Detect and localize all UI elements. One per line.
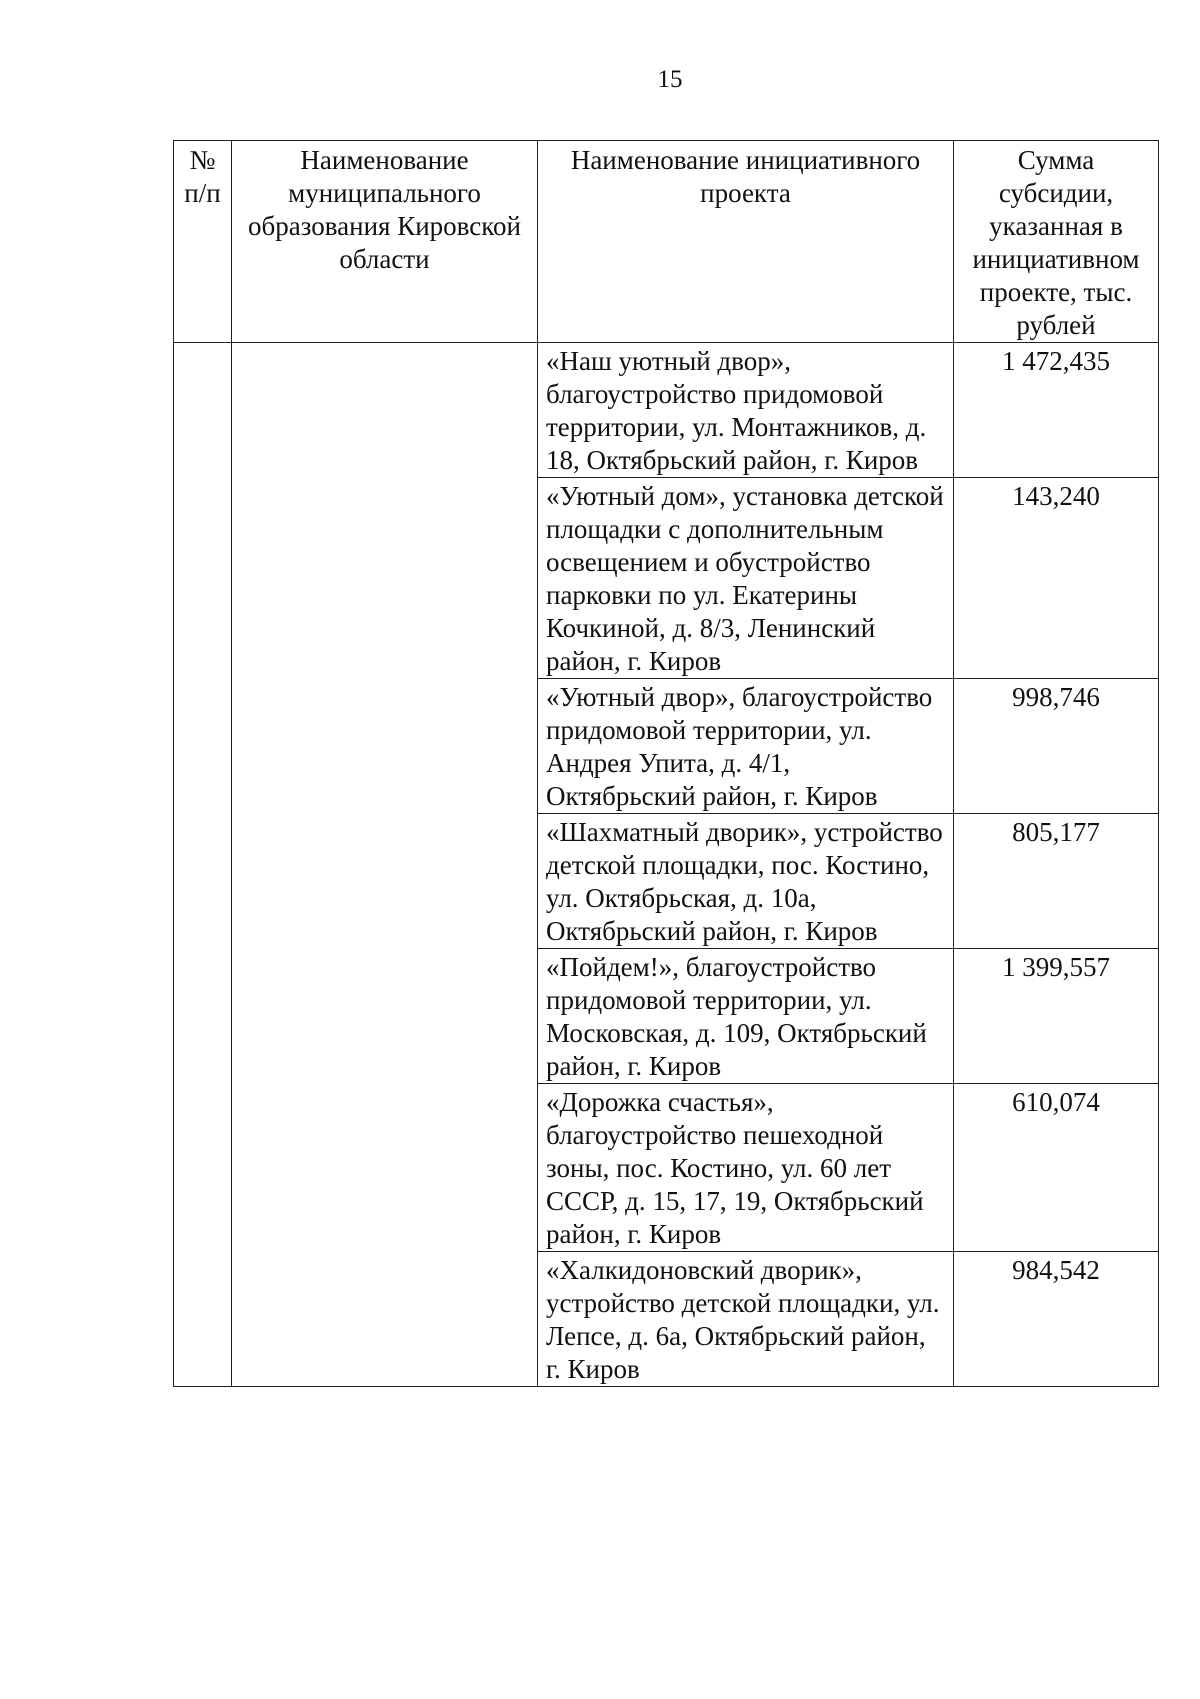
project-cell: «Халкидоновский дворик», устройство детской площадки, ул. Лепсе, д. 6а, Октябрьский район, г. Киров: [538, 1252, 954, 1387]
header-project: Наименование инициативного проекта: [538, 141, 954, 343]
sum-cell: 610,074: [954, 1084, 1159, 1252]
project-cell: «Пойдем!», благоустройство придомовой территории, ул. Московская, д. 109, Октябрьский район, г. Киров: [538, 949, 954, 1084]
project-cell: «Шахматный дворик», устройство детской площадки, пос. Костино, ул. Октябрьская, д. 10а, Октябрьский район, г. Киров: [538, 814, 954, 949]
project-cell: «Наш уютный двор», благоустройство придомовой территории, ул. Монтажников, д. 18, Октябрьский район, г. Киров: [538, 343, 954, 478]
header-number: № п/п: [174, 141, 232, 343]
subsidy-table: [173, 140, 1159, 1387]
municipality-cell: [232, 343, 538, 1387]
sum-cell: 998,746: [954, 679, 1159, 814]
project-cell: «Дорожка счастья», благоустройство пешеходной зоны, пос. Костино, ул. 60 лет СССР, д. 15, 17, 19, Октябрьский район, г. Киров: [538, 1084, 954, 1252]
sum-cell: 984,542: [954, 1252, 1159, 1387]
sum-cell: 1 472,435: [954, 343, 1159, 478]
table-row: [174, 343, 1159, 478]
number-cell: [174, 343, 232, 1387]
header-subsidy-sum: Сумма субсидии, указанная в инициативном проекте, тыс. рублей: [954, 141, 1159, 343]
project-cell: «Уютный дом», установка детской площадки с дополнительным освещением и обустройство парковки по ул. Екатерины Кочкиной, д. 8/3, Ленинский район, г. Киров: [538, 478, 954, 679]
page-number: 15: [657, 66, 683, 93]
table-header-row: [174, 141, 1159, 343]
sum-cell: 1 399,557: [954, 949, 1159, 1084]
header-municipality: Наименование муниципального образования Кировской области: [232, 141, 538, 343]
sum-cell: 805,177: [954, 814, 1159, 949]
sum-cell: 143,240: [954, 478, 1159, 679]
project-cell: «Уютный двор», благоустройство придомовой территории, ул. Андрея Упита, д. 4/1, Октябрьский район, г. Киров: [538, 679, 954, 814]
